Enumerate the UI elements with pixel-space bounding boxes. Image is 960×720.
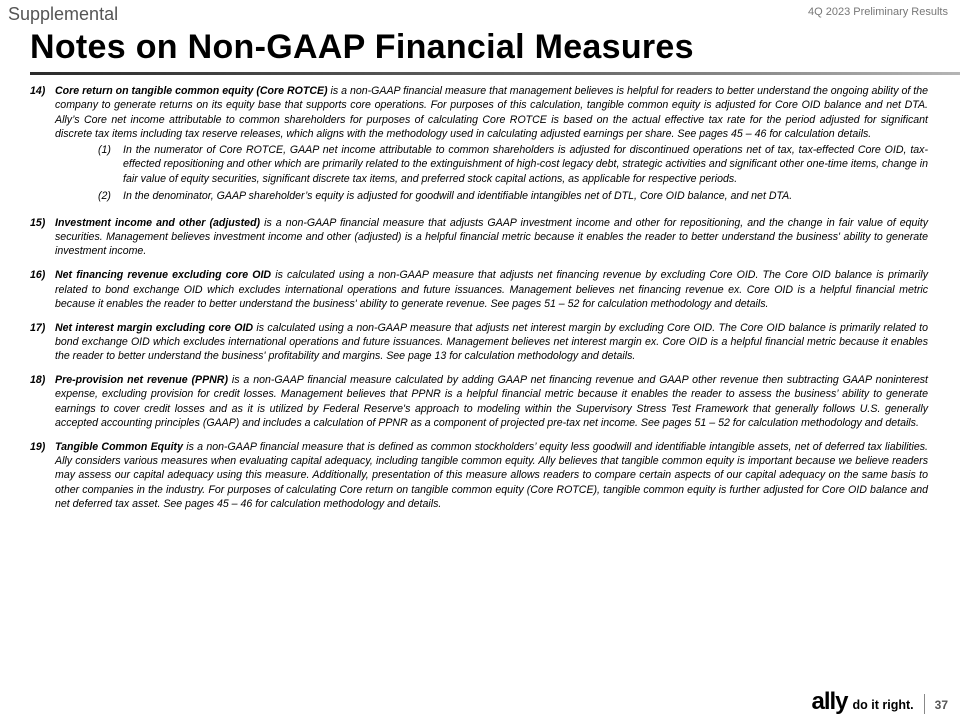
note-19 <box>30 440 928 511</box>
note-text: is a non-GAAP financial measure calculated by adding GAAP net financing revenue and GAAP other revenue then subtracting GAAP noninterest expense, excluding provision for credit losses. Management believes that PPNR is a helpful financial metric because it enables the reader to assess the business’ ability to generate earnings to cover credit losses and as it is utilized by Federal Reserve's approach to modeling within the Supervisory Stress Test Framework that generally follows U.S. generally accepted accounting principles (GAAP) and includes a calculation of PPNR as a component of projected pre-tax net income. See pages 51 – 52 for calculation methodology and details. <box>55 374 928 429</box>
note-term: Net financing revenue excluding core OID <box>55 269 272 282</box>
brand-tagline: do it right. <box>852 698 914 712</box>
sub-text: In the numerator of Core ROTCE, GAAP net income attributable to common shareholders is adjusted for discontinued operations net of tax, tax-effected Core OID, tax-effected repositioning and other which are primarily related to the extinguishment of high-cost legacy debt, strategic activities and significant other one-time items, change in fair value of equity securities, significant discrete tax items, and preferred stock capital actions, as applicable for respective periods. <box>123 144 928 185</box>
note-text: is a non-GAAP financial measure that is defined as common stockholders’ equity less goodwill and identifiable intangible assets, net of deferred tax liabilities. Ally considers various measures when evaluating capital adequacy, including tangible common equity. Ally believes that tangible common equity is important because we believe readers may assess our capital adequacy using this measure. Additionally, presentation of this measure allows readers to compare certain aspects of our capital adequacy on the same basis to other companies in the industry. For purposes of calculating Core return on tangible common equity (Core ROTCE), tangible common equity is further adjusted for Core OID balance and net deferred tax asset. See pages 45 – 46 for calculation methodology and details. <box>55 440 928 510</box>
note-term: Investment income and other (adjusted) <box>55 216 261 229</box>
note-text: is a non-GAAP financial measure that management believes is helpful for readers to better understand the ongoing ability of the company to generate returns on its equity base that supports core operations. For purposes of this calculation, tangible common equity is adjusted for Core OID balance and net DTA. Ally’s Core net income attributable to common shareholders for purposes of calculating Core ROTCE is based on the actual effective tax rate for the period adjusted for significant discrete tax items including tax reserve releases, which aligns with the methodology used in calculating adjusted earnings per share. See pages 45 – 46 for calculation details. <box>55 85 928 140</box>
page-title: Notes on Non-GAAP Financial Measures <box>30 28 694 66</box>
section-label: Supplemental <box>8 4 119 24</box>
note-number: 18) <box>30 374 46 387</box>
note-text: is a non-GAAP financial measure that adjusts GAAP investment income and other for repositioning, and the change in fair value of equity securities. Management believes investment income and other (adjusted) is a helpful financial metric because it enables the reader to better understand the business' ability to generate investment income. <box>55 216 928 258</box>
sub-number: (1) <box>98 144 111 157</box>
note-17 <box>30 321 928 364</box>
note-term: Core return on tangible common equity (Core ROTCE) <box>55 85 328 97</box>
note-body <box>55 84 928 206</box>
note-text: is calculated using a non-GAAP measure that adjusts net interest margin by excluding Core OID. The Core OID balance is primarily related to bond exchange OID which excludes international operations and future issuances. Management believes net interest margin ex. Core OID is a helpful financial metric because it enables the reader to better understand the business' profitability and margins. See page 13 for calculation methodology and details. <box>55 321 929 363</box>
note-16 <box>30 268 928 311</box>
ally-logo: ally <box>811 688 848 715</box>
note-body <box>55 440 928 511</box>
note-14 <box>30 84 928 206</box>
note-number: 16) <box>30 269 46 282</box>
sub-number: (2) <box>98 190 111 203</box>
note-body <box>55 373 928 430</box>
note-body <box>55 268 928 311</box>
note-15 <box>30 216 928 259</box>
notes-list <box>30 84 928 521</box>
note-number: 15) <box>30 216 46 229</box>
note-term: Net interest margin excluding core OID <box>55 321 254 334</box>
note-body <box>55 216 928 259</box>
note-number: 17) <box>30 321 46 334</box>
note-number: 19) <box>30 440 46 453</box>
title-divider <box>30 72 960 75</box>
note-term: Tangible Common Equity <box>55 440 183 453</box>
sub-text: In the denominator, GAAP shareholder’s equity is adjusted for goodwill and identifiable intangibles net of DTL, Core OID balance, and net DTA. <box>123 190 793 203</box>
note-18 <box>30 373 928 430</box>
report-label: 4Q 2023 Preliminary Results <box>807 6 948 18</box>
page-number: 37 <box>934 698 948 712</box>
sub-list <box>55 143 928 203</box>
footer <box>812 690 949 714</box>
note-term: Pre-provision net revenue (PPNR) <box>55 374 228 387</box>
sub-item-2 <box>55 189 928 203</box>
note-number: 14) <box>30 85 46 97</box>
note-body <box>55 321 928 364</box>
footer-divider <box>924 694 925 714</box>
sub-item-1 <box>55 143 928 186</box>
note-text: is calculated using a non-GAAP measure that adjusts net financing revenue by excluding Core OID. The Core OID balance is primarily related to bond exchange OID which excludes international operations and future issuances. Management believes net financing revenue ex. Core OID is a helpful financial metric because it enables the reader to better understand the business' ability to generate revenue. See pages 51 – 52 for calculation methodology and details. <box>55 269 928 310</box>
